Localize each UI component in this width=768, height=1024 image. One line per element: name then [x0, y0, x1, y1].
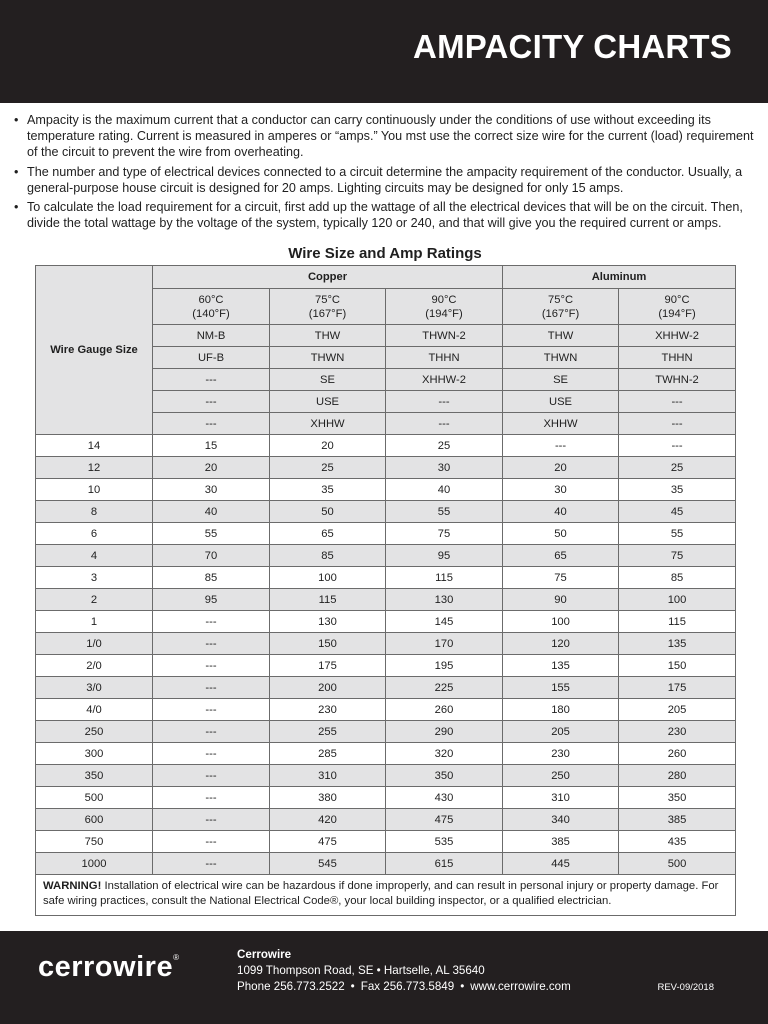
amp-cell: --- — [153, 809, 270, 831]
amp-cell: 85 — [270, 545, 386, 567]
separator: • — [460, 980, 465, 993]
amp-cell: 310 — [270, 765, 386, 787]
table-row — [36, 457, 736, 479]
table-row — [36, 831, 736, 853]
amp-cell: 180 — [503, 699, 619, 721]
amp-cell: 65 — [503, 545, 619, 567]
gauge-cell: 3/0 — [36, 677, 153, 699]
table-row — [36, 765, 736, 787]
table-row — [36, 809, 736, 831]
gauge-cell: 2/0 — [36, 655, 153, 677]
amp-cell: 385 — [503, 831, 619, 853]
amp-cell: --- — [153, 699, 270, 721]
amp-cell: 55 — [619, 523, 736, 545]
aluminum-header: Aluminum — [503, 266, 736, 289]
amp-cell: 135 — [503, 655, 619, 677]
amp-cell: 230 — [270, 699, 386, 721]
gauge-cell: 350 — [36, 765, 153, 787]
table-title: Wire Size and Amp Ratings — [288, 245, 482, 262]
intro-list — [14, 112, 762, 234]
registered-mark: ® — [173, 953, 180, 962]
amp-cell: 50 — [503, 523, 619, 545]
gauge-cell: 2 — [36, 589, 153, 611]
amp-cell: 535 — [386, 831, 503, 853]
table-row — [36, 787, 736, 809]
amp-cell: 475 — [270, 831, 386, 853]
wire-type-cell: XHHW-2 — [386, 369, 503, 391]
amp-cell: 320 — [386, 743, 503, 765]
temperature-rating: 75°C (167°F) — [270, 289, 386, 325]
amp-cell: 20 — [153, 457, 270, 479]
amp-cell: --- — [153, 743, 270, 765]
amp-cell: 55 — [153, 523, 270, 545]
amp-cell: 205 — [619, 699, 736, 721]
amp-cell: --- — [153, 787, 270, 809]
amp-cell: 195 — [386, 655, 503, 677]
company-contact — [237, 979, 571, 995]
wire-type-cell: THWN-2 — [386, 325, 503, 347]
ampacity-table — [35, 265, 736, 916]
amp-cell: 175 — [619, 677, 736, 699]
wire-type-cell: XHHW — [503, 413, 619, 435]
table-row — [36, 633, 736, 655]
amp-cell: 115 — [619, 611, 736, 633]
amp-cell: --- — [153, 721, 270, 743]
wire-type-cell: SE — [503, 369, 619, 391]
amp-cell: 65 — [270, 523, 386, 545]
website-link[interactable]: www.cerrowire.com — [470, 980, 571, 993]
gauge-cell: 750 — [36, 831, 153, 853]
amp-cell: --- — [153, 853, 270, 875]
table-row — [36, 545, 736, 567]
temperature-rating: 60°C (140°F) — [153, 289, 270, 325]
amp-cell: 260 — [619, 743, 736, 765]
amp-cell: 155 — [503, 677, 619, 699]
table-row — [36, 721, 736, 743]
wire-type-cell: --- — [386, 391, 503, 413]
wire-type-cell: THWN — [503, 347, 619, 369]
amp-cell: 170 — [386, 633, 503, 655]
amp-cell: 40 — [153, 501, 270, 523]
amp-cell: 100 — [270, 567, 386, 589]
wire-type-cell: THWN — [270, 347, 386, 369]
amp-cell: 115 — [386, 567, 503, 589]
amp-cell: 35 — [619, 479, 736, 501]
amp-cell: 20 — [270, 435, 386, 457]
amp-cell: 340 — [503, 809, 619, 831]
amp-cell: 380 — [270, 787, 386, 809]
amp-cell: 100 — [619, 589, 736, 611]
warning-notice — [36, 875, 736, 916]
amp-cell: --- — [619, 435, 736, 457]
wire-type-cell: --- — [386, 413, 503, 435]
wire-type-cell: XHHW — [270, 413, 386, 435]
gauge-cell: 14 — [36, 435, 153, 457]
gauge-cell: 500 — [36, 787, 153, 809]
amp-cell: 40 — [386, 479, 503, 501]
temperature-rating: 75°C (167°F) — [503, 289, 619, 325]
amp-cell: 435 — [619, 831, 736, 853]
amp-cell: 545 — [270, 853, 386, 875]
page-footer — [0, 931, 768, 1024]
amp-cell: 445 — [503, 853, 619, 875]
amp-cell: 290 — [386, 721, 503, 743]
amp-cell: 95 — [386, 545, 503, 567]
wire-type-cell: --- — [153, 413, 270, 435]
warning-label: WARNING! — [43, 880, 102, 892]
amp-cell: 150 — [619, 655, 736, 677]
fax: Fax 256.773.5849 — [360, 980, 455, 993]
wire-type-cell: --- — [153, 369, 270, 391]
amp-cell: 230 — [619, 721, 736, 743]
wire-type-cell: UF-B — [153, 347, 270, 369]
amp-cell: 30 — [386, 457, 503, 479]
table-row — [36, 501, 736, 523]
table-row — [36, 655, 736, 677]
temperature-rating: 90°C (194°F) — [619, 289, 736, 325]
amp-cell: 225 — [386, 677, 503, 699]
amp-cell: 130 — [386, 589, 503, 611]
amp-cell: --- — [153, 633, 270, 655]
amp-cell: 70 — [153, 545, 270, 567]
amp-cell: 75 — [503, 567, 619, 589]
table-row — [36, 589, 736, 611]
company-name: Cerrowire — [237, 948, 292, 961]
gauge-cell: 4 — [36, 545, 153, 567]
wire-type-cell: XHHW-2 — [619, 325, 736, 347]
company-info — [237, 947, 571, 995]
amp-cell: 135 — [619, 633, 736, 655]
amp-cell: 475 — [386, 809, 503, 831]
intro-bullet-devices: • The number and type of electrical devices connected to a circuit determine the ampacity requirement of the conductor. Usually, a general-purpose house circuit is designed for 20 amps. Lighting circuits may be designed for only 15 amps. — [14, 164, 762, 196]
gauge-cell: 1 — [36, 611, 153, 633]
amp-cell: --- — [153, 831, 270, 853]
amp-cell: 115 — [270, 589, 386, 611]
intro-bullet-ampacity: • Ampacity is the maximum current that a conductor can carry continuously under the conditions of use without exceeding its temperature rating. Current is measured in amperes or “amps.” You mst use the correct size wire for the current (load) requirement of the circuit to prevent the wire from overheating. — [14, 112, 762, 161]
wire-type-cell: THHN — [619, 347, 736, 369]
amp-cell: 255 — [270, 721, 386, 743]
amp-cell: 20 — [503, 457, 619, 479]
amp-cell: 130 — [270, 611, 386, 633]
table-row — [36, 567, 736, 589]
amp-cell: 50 — [270, 501, 386, 523]
gauge-cell: 10 — [36, 479, 153, 501]
wire-type-cell: USE — [270, 391, 386, 413]
wire-gauge-header: Wire Gauge Size — [36, 266, 153, 435]
amp-cell: 40 — [503, 501, 619, 523]
amp-cell: 30 — [503, 479, 619, 501]
amp-cell: 90 — [503, 589, 619, 611]
amp-cell: 260 — [386, 699, 503, 721]
gauge-cell: 6 — [36, 523, 153, 545]
amp-cell: 85 — [619, 567, 736, 589]
amp-cell: 250 — [503, 765, 619, 787]
amp-cell: --- — [153, 677, 270, 699]
amp-cell: 145 — [386, 611, 503, 633]
wire-type-cell: SE — [270, 369, 386, 391]
wire-type-cell: TWHN-2 — [619, 369, 736, 391]
wire-type-cell: THW — [503, 325, 619, 347]
amp-cell: 350 — [386, 765, 503, 787]
amp-cell: 430 — [386, 787, 503, 809]
revision-label: REV-09/2018 — [657, 982, 714, 993]
copper-header: Copper — [153, 266, 503, 289]
page-title: AMPACITY CHARTS — [413, 28, 732, 65]
amp-cell: --- — [153, 611, 270, 633]
amp-cell: 285 — [270, 743, 386, 765]
gauge-cell: 300 — [36, 743, 153, 765]
amp-cell: 25 — [270, 457, 386, 479]
cerrowire-logo: cerrowire® — [38, 951, 180, 983]
gauge-cell: 8 — [36, 501, 153, 523]
amp-cell: 25 — [386, 435, 503, 457]
gauge-cell: 4/0 — [36, 699, 153, 721]
amp-cell: 120 — [503, 633, 619, 655]
table-row — [36, 743, 736, 765]
amp-cell: 350 — [619, 787, 736, 809]
temperature-rating: 90°C (194°F) — [386, 289, 503, 325]
wire-type-cell: --- — [619, 391, 736, 413]
amp-cell: 280 — [619, 765, 736, 787]
table-row — [36, 699, 736, 721]
amp-cell: --- — [503, 435, 619, 457]
amp-cell: 75 — [386, 523, 503, 545]
amp-cell: 500 — [619, 853, 736, 875]
amp-cell: 205 — [503, 721, 619, 743]
table-row — [36, 611, 736, 633]
amp-cell: 35 — [270, 479, 386, 501]
amp-cell: 45 — [619, 501, 736, 523]
amp-cell: 25 — [619, 457, 736, 479]
amp-cell: --- — [153, 655, 270, 677]
amp-cell: 420 — [270, 809, 386, 831]
table-row — [36, 523, 736, 545]
table-row — [36, 677, 736, 699]
gauge-cell: 600 — [36, 809, 153, 831]
wire-type-cell: --- — [153, 391, 270, 413]
gauge-cell: 12 — [36, 457, 153, 479]
amp-cell: 150 — [270, 633, 386, 655]
amp-cell: 75 — [619, 545, 736, 567]
intro-bullet-calculation: • To calculate the load requirement for a circuit, first add up the wattage of all the electrical devices that will be on the circuit. Then, divide the total wattage by the voltage of the system, typically 120 or 240, and that will give you the required current or amps. — [14, 199, 762, 231]
amp-cell: 100 — [503, 611, 619, 633]
table-row — [36, 479, 736, 501]
gauge-cell: 250 — [36, 721, 153, 743]
amp-cell: 30 — [153, 479, 270, 501]
gauge-cell: 1000 — [36, 853, 153, 875]
wire-type-cell: NM-B — [153, 325, 270, 347]
amp-cell: 310 — [503, 787, 619, 809]
amp-cell: 95 — [153, 589, 270, 611]
amp-cell: 230 — [503, 743, 619, 765]
amp-cell: --- — [153, 765, 270, 787]
wire-type-cell: THHN — [386, 347, 503, 369]
wire-type-cell: THW — [270, 325, 386, 347]
table-row — [36, 435, 736, 457]
amp-cell: 200 — [270, 677, 386, 699]
warning-text: Installation of electrical wire can be hazardous if done improperly, and can result in personal injury or property damage. For safe wiring practices, consult the National Electrical Code®, your local building inspector, or a qualified electrician. — [43, 880, 719, 907]
table-row — [36, 853, 736, 875]
wire-type-cell: USE — [503, 391, 619, 413]
page-header — [0, 0, 768, 103]
separator: • — [350, 980, 355, 993]
amp-cell: 55 — [386, 501, 503, 523]
amp-cell: 15 — [153, 435, 270, 457]
amp-cell: 175 — [270, 655, 386, 677]
amp-cell: 615 — [386, 853, 503, 875]
wire-type-cell: --- — [619, 413, 736, 435]
phone: Phone 256.773.2522 — [237, 980, 345, 993]
gauge-cell: 3 — [36, 567, 153, 589]
amp-cell: 385 — [619, 809, 736, 831]
gauge-cell: 1/0 — [36, 633, 153, 655]
amp-cell: 85 — [153, 567, 270, 589]
company-address: 1099 Thompson Road, SE • Hartselle, AL 35640 — [237, 964, 485, 977]
